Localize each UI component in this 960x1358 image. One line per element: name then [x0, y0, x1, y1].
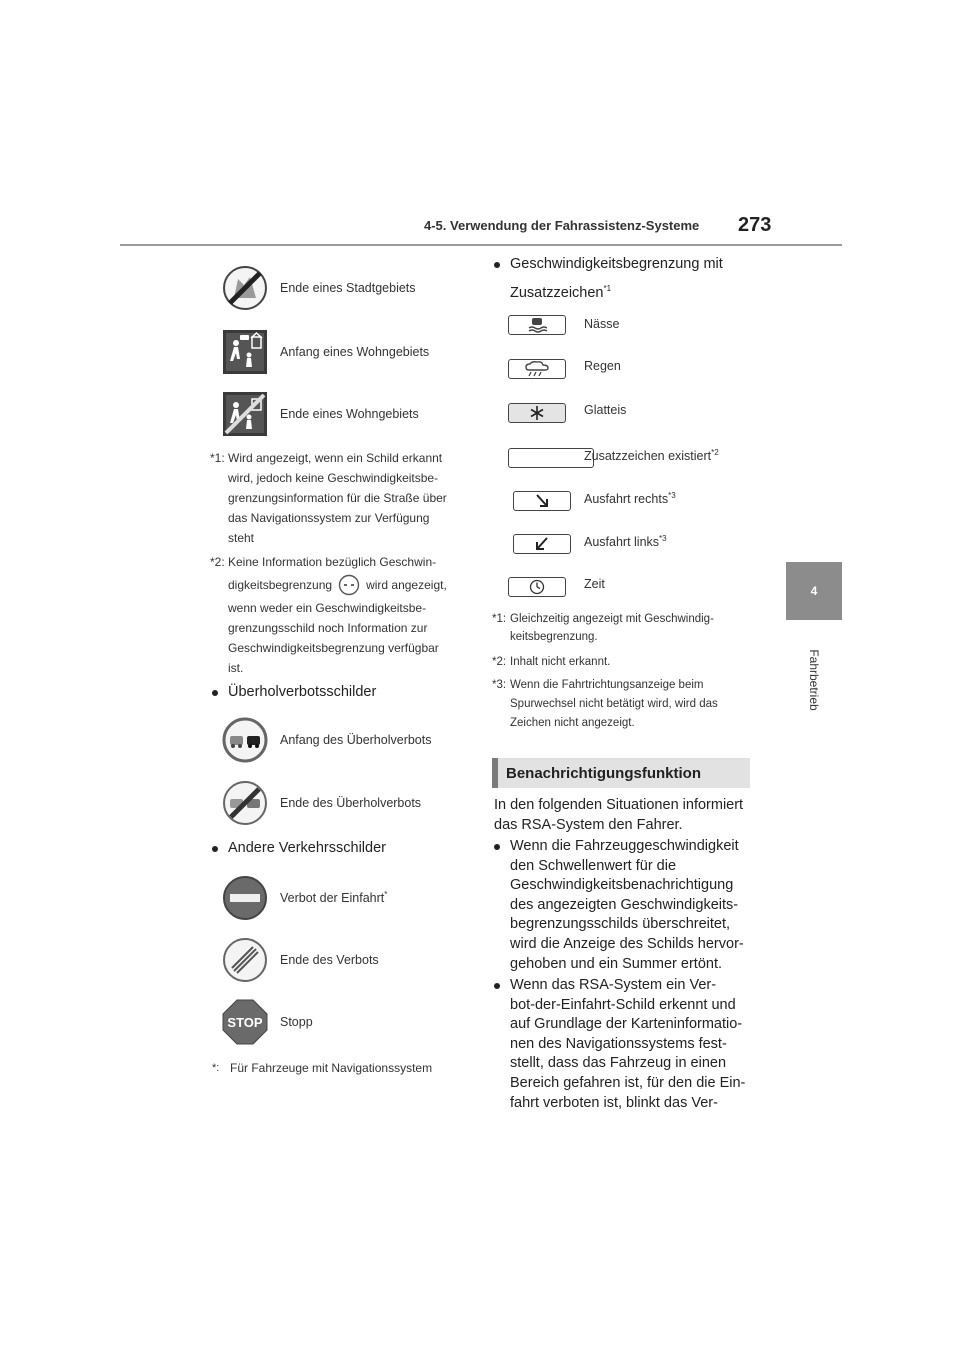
- notification-bullet-2: Wenn das RSA-System ein Ver- bot-der-Einfahrt-Schild erkennt und auf Grundlage der Karteninformatio- nen des Navigationssystems fest- stellt, dass das Fahrzeug in einen Bereich gefahren ist, für den die Ein- fahrt verboten ist, blinkt das Ver-: [494, 976, 745, 1113]
- sign-label: Ende des Überholverbots: [280, 796, 422, 810]
- sign-label: Ende des Verbots: [280, 953, 379, 967]
- sign-row: [222, 999, 313, 1045]
- residential-end-sign-icon: [222, 391, 268, 437]
- footnote-2: [210, 552, 470, 678]
- section-heading-accent: [492, 758, 498, 788]
- bullet-icon: [212, 846, 218, 852]
- stop-sign-icon: [222, 999, 268, 1045]
- intro-paragraph: In den folgenden Situationen informiert das RSA-System den Fahrer.: [494, 797, 744, 833]
- supplement-row: [508, 403, 627, 423]
- section-heading: Benachrichtigungsfunktion: [506, 764, 701, 782]
- footnote-right-2: [492, 653, 762, 671]
- supplement-label: Zeit: [584, 577, 605, 591]
- supplement-row: [508, 491, 676, 511]
- note-line: ist.: [228, 661, 244, 675]
- rain-cloud-icon: [508, 359, 566, 379]
- no-entry-sign-icon: [222, 875, 268, 921]
- note-line: Inhalt nicht erkannt.: [510, 656, 611, 668]
- end-city-sign-icon: [222, 265, 268, 311]
- note-line: Keine Information bezüglich Geschwin-: [228, 555, 437, 569]
- note-line: grenzungsinformation für die Straße über: [228, 491, 447, 505]
- other-signs-heading: Andere Verkehrsschilder: [212, 839, 386, 859]
- chapter-section-title: 4-5. Verwendung der Fahrassistenz-Systeme: [424, 218, 700, 233]
- supplement-row: [508, 534, 667, 554]
- overtaking-heading: Überholverbotsschilder: [212, 683, 376, 703]
- page-number: 273: [738, 214, 772, 236]
- chapter-label: Fahrbetrieb: [807, 649, 821, 711]
- footnote-1: [210, 448, 470, 548]
- bullet-icon: [494, 983, 500, 989]
- supplement-label: Zusatzzeichen existiert$^{*2}$: [584, 448, 719, 464]
- sign-label: Verbot der Einfahrt*: [280, 890, 388, 906]
- sign-label: Ende eines Stadtgebiets: [280, 281, 416, 295]
- supplement-row: [508, 448, 719, 468]
- sign-label: Ende eines Wohngebiets: [280, 407, 419, 421]
- speed-supplement-heading: Geschwindigkeitsbegrenzung mit Zusatzzeichen$^{*1}$: [494, 255, 723, 303]
- supplement-label: Regen: [584, 359, 621, 373]
- arrow-down-left-icon: [513, 534, 571, 554]
- note-line: steht: [228, 531, 255, 545]
- residential-start-sign-icon: [222, 329, 268, 375]
- sign-row: [222, 717, 431, 763]
- sign-row: [222, 937, 379, 983]
- supplement-label: Ausfahrt links$^{*3}$: [584, 534, 667, 550]
- footnote-right-3: [492, 676, 762, 733]
- footnote-marker: *2:: [210, 555, 225, 569]
- supplement-label: Glatteis: [584, 403, 627, 417]
- sign-label: Stopp: [280, 1015, 313, 1029]
- arrow-down-right-icon: [513, 491, 571, 511]
- note-line: wenn weder ein Geschwindigkeitsbe-: [228, 601, 427, 615]
- sign-label: Anfang des Überholverbots: [280, 733, 432, 747]
- bullet-icon: [494, 262, 500, 268]
- supplement-row: [508, 577, 605, 597]
- supplement-row: [508, 359, 621, 379]
- supplement-label: Nässe: [584, 317, 620, 331]
- stop-sign-text: STOP: [227, 1015, 263, 1030]
- bullet-icon: [494, 844, 500, 850]
- footnote-marker: *3:: [492, 679, 507, 691]
- footnote-marker: *:: [212, 1062, 220, 1074]
- note-line: grenzungsschild noch Information zur: [228, 621, 428, 635]
- no-overtaking-sign-icon: [222, 717, 268, 763]
- chapter-tab[interactable]: 4: [786, 562, 842, 620]
- footnote-asterisk: *: Für Fahrzeuge mit Navigationssystem: [212, 1058, 482, 1078]
- note-line: wird angezeigt,: [366, 578, 447, 592]
- footnote-marker: *1:: [210, 451, 225, 465]
- bullet-icon: [212, 690, 218, 696]
- sign-row: [222, 875, 387, 921]
- footnote-marker: *1:: [492, 613, 507, 625]
- clock-icon: [508, 577, 566, 597]
- unknown-speed-sign-icon: [338, 574, 360, 596]
- sign-row: [222, 329, 429, 375]
- sign-row: [222, 391, 419, 437]
- note-line: Geschwindigkeitsbegrenzung verfügbar: [228, 641, 439, 655]
- sign-row: [222, 780, 421, 826]
- snowflake-icon: [508, 403, 566, 423]
- end-no-overtaking-sign-icon: [222, 780, 268, 826]
- note-line: Spurwechsel nicht betätigt wird, wird das: [510, 698, 718, 710]
- note-line: Wird angezeigt, wenn ein Schild erkannt: [228, 451, 443, 465]
- supplement-label: Ausfahrt rechts$^{*3}$: [584, 491, 676, 507]
- note-line: wird, jedoch keine Geschwindigkeitsbe-: [228, 471, 439, 485]
- note-line: Gleichzeitig angezeigt mit Geschwindig-: [510, 613, 714, 625]
- note-line: Wenn die Fahrtrichtungsanzeige beim: [510, 679, 704, 691]
- notification-bullet-1: Wenn die Fahrzeuggeschwindigkeit den Schwellenwert für die Geschwindigkeitsbenachrichtigung des angezeigten Geschwindigkeits- begrenzungsschilds überschreitet, wird die Anzeige des Schilds hervor- gehoben und ein Summer ertönt.: [494, 837, 744, 974]
- section-heading-box: [492, 758, 750, 788]
- note-line: das Navigationssystem zur Verfügung: [228, 511, 430, 525]
- note-line: Zeichen nicht angezeigt.: [510, 717, 635, 729]
- wet-road-icon: [508, 315, 566, 335]
- footnote-right-1: [492, 610, 762, 646]
- header-divider: [120, 244, 842, 246]
- sign-row: [222, 265, 416, 311]
- end-of-restriction-sign-icon: [222, 937, 268, 983]
- footnote-marker: *2:: [492, 656, 507, 668]
- note-line: digkeitsbegrenzung: [228, 578, 333, 592]
- note-line: keitsbegrenzung.: [510, 631, 598, 643]
- supplement-row: [508, 315, 620, 335]
- blank-plate-icon: [508, 448, 594, 468]
- sign-label: Anfang eines Wohngebiets: [280, 345, 430, 359]
